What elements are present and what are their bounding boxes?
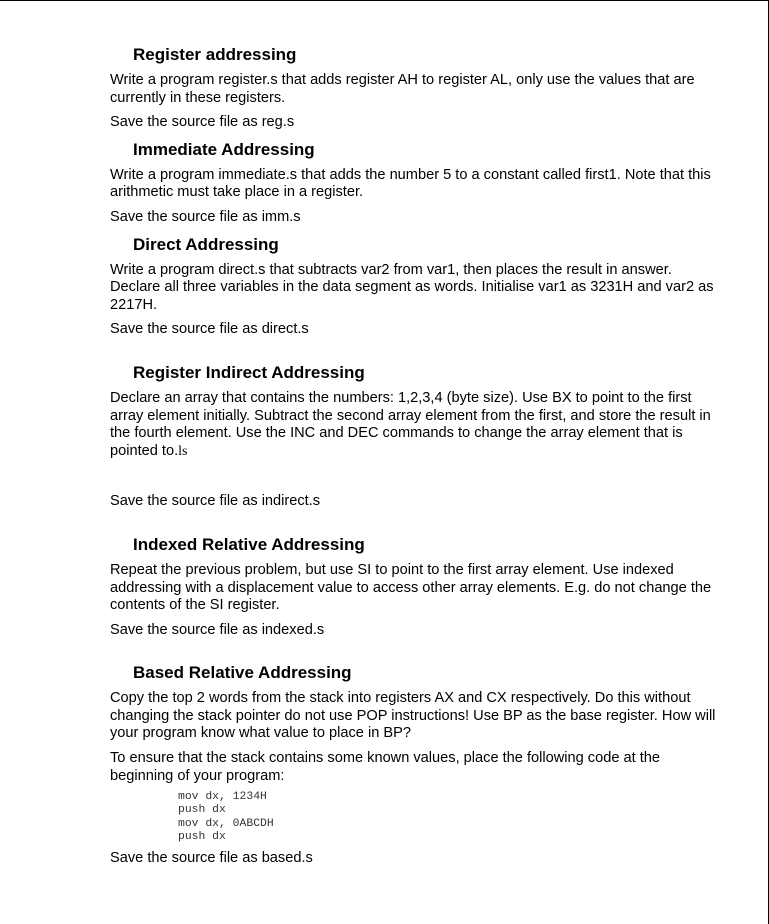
section-heading: Immediate Addressing — [133, 139, 315, 159]
section-register-addressing — [110, 44, 725, 132]
section-heading: Based Relative Addressing — [133, 663, 352, 683]
code-line: mov dx, 0ABCDH — [178, 817, 274, 830]
document-body — [110, 44, 725, 875]
save-instruction: Save the source file as direct.s — [110, 321, 309, 338]
save-instruction: Save the source file as indexed.s — [110, 621, 325, 638]
paragraph-tail: ls — [178, 443, 188, 459]
spacer — [110, 518, 725, 534]
page-border-top — [0, 0, 769, 1]
section-paragraph: Write a program direct.s that subtracts var2 from var1, then places the result in answer. Declare all three variables in the data segment as words. Initialise var1 as 3231H and var2 as 2217H. — [110, 261, 714, 313]
paragraph-text: Declare an array that contains the numbers: 1,2,3,4 (byte size). Use BX to point to the first array element initially. Subtract the second array element from the first, and store the result in the fourth element. Use the INC and DEC commands to change the array element that is pointed to. — [110, 389, 711, 459]
section-paragraph: Copy the top 2 words from the stack into registers AX and CX respectively. Do this without changing the stack pointer do not use POP instructions! Use BP as the base register. How will your program know what value to place in BP? — [110, 690, 716, 742]
spacer — [110, 346, 725, 362]
section-based-relative-addressing — [110, 662, 725, 867]
save-instruction: Save the source file as based.s — [110, 850, 313, 867]
spacer — [110, 646, 725, 662]
section-paragraph: To ensure that the stack contains some known values, place the following code at the beginning of your program: — [110, 750, 661, 784]
section-paragraph: Repeat the previous problem, but use SI to point to the first array element. Use indexed addressing with a displacement value to access other array elements. E.g. do not change the contents of the SI register. — [110, 561, 712, 614]
save-instruction: Save the source file as imm.s — [110, 208, 301, 225]
code-block — [178, 791, 725, 844]
section-indexed-relative-addressing — [110, 534, 725, 639]
save-instruction: Save the source file as indirect.s — [110, 493, 321, 510]
code-line: mov dx, 1234H — [178, 791, 267, 804]
section-heading: Direct Addressing — [133, 234, 279, 254]
section-heading: Register addressing — [133, 45, 297, 64]
section-immediate-addressing — [110, 139, 725, 227]
section-paragraph: Write a program immediate.s that adds the number 5 to a constant called first1. Note that this arithmetic must take place in a register. — [110, 166, 711, 201]
code-line: push dx — [178, 830, 226, 843]
section-paragraph: Write a program register.s that adds register AH to register AL, only use the values that are currently in these registers. — [110, 72, 695, 106]
code-line: push dx — [178, 804, 226, 817]
section-direct-addressing — [110, 234, 725, 339]
section-register-indirect-addressing — [110, 362, 725, 511]
spacer — [110, 467, 725, 493]
save-instruction: Save the source file as reg.s — [110, 114, 295, 131]
section-heading: Register Indirect Addressing — [133, 362, 365, 382]
section-heading: Indexed Relative Addressing — [133, 534, 365, 554]
section-paragraph — [110, 390, 725, 460]
